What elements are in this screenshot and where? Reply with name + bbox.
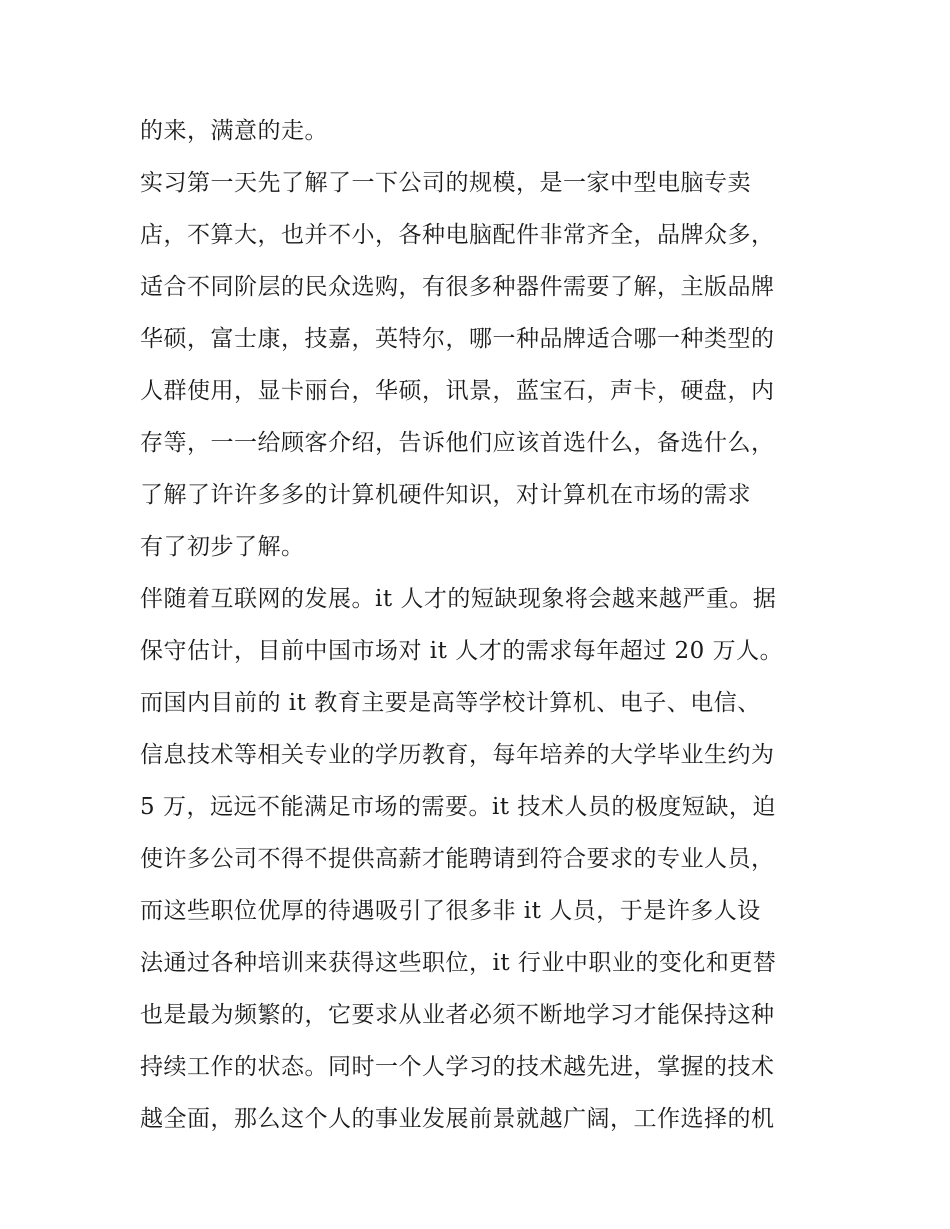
- text-line: 有了初步了解。: [140, 534, 305, 560]
- text-line: 信息技术等相关专业的学历教育，每年培养的大学毕业生约为: [140, 742, 775, 768]
- text-line: 的来，满意的走。: [140, 118, 328, 144]
- text-line: 了解了许许多多的计算机硬件知识，对计算机在市场的需求: [140, 482, 751, 508]
- text-line: 法通过各种培训来获得这些职位，it 行业中职业的变化和更替: [140, 950, 777, 976]
- text-line: 而国内目前的 it 教育主要是高等学校计算机、电子、电信、: [140, 690, 761, 716]
- text-line: 店，不算大，也并不小，各种电脑配件非常齐全，品牌众多，: [140, 222, 775, 248]
- text-line: 伴随着互联网的发展。it 人才的短缺现象将会越来越严重。据: [140, 586, 777, 612]
- text-line: 使许多公司不得不提供高薪才能聘请到符合要求的专业人员，: [140, 846, 775, 872]
- body-text: [140, 105, 820, 1145]
- text-line: 也是最为频繁的，它要求从业者必须不断地学习才能保持这种: [140, 1002, 775, 1028]
- text-line: 持续工作的状态。同时一个人学习的技术越先进，掌握的技术: [140, 1054, 775, 1080]
- text-line: 保守估计，目前中国市场对 it 人才的需求每年超过 20 万人。: [140, 638, 784, 664]
- text-line: 实习第一天先了解了一下公司的规模，是一家中型电脑专卖: [140, 170, 751, 196]
- text-line: 人群使用，显卡丽台，华硕，讯景，蓝宝石，声卡，硬盘，内: [140, 378, 775, 404]
- text-line: 越全面，那么这个人的事业发展前景就越广阔，工作选择的机: [140, 1106, 775, 1132]
- text-line: 存等，一一给顾客介绍，告诉他们应该首选什么，备选什么，: [140, 430, 775, 456]
- text-line: 而这些职位优厚的待遇吸引了很多非 it 人员，于是许多人设: [140, 898, 761, 924]
- text-line: 5 万，远远不能满足市场的需要。it 技术人员的极度短缺，迫: [140, 794, 776, 820]
- text-line: 适合不同阶层的民众选购，有很多种器件需要了解，主版品牌: [140, 274, 775, 300]
- text-line: 华硕，富士康，技嘉，英特尔，哪一种品牌适合哪一种类型的: [140, 326, 775, 352]
